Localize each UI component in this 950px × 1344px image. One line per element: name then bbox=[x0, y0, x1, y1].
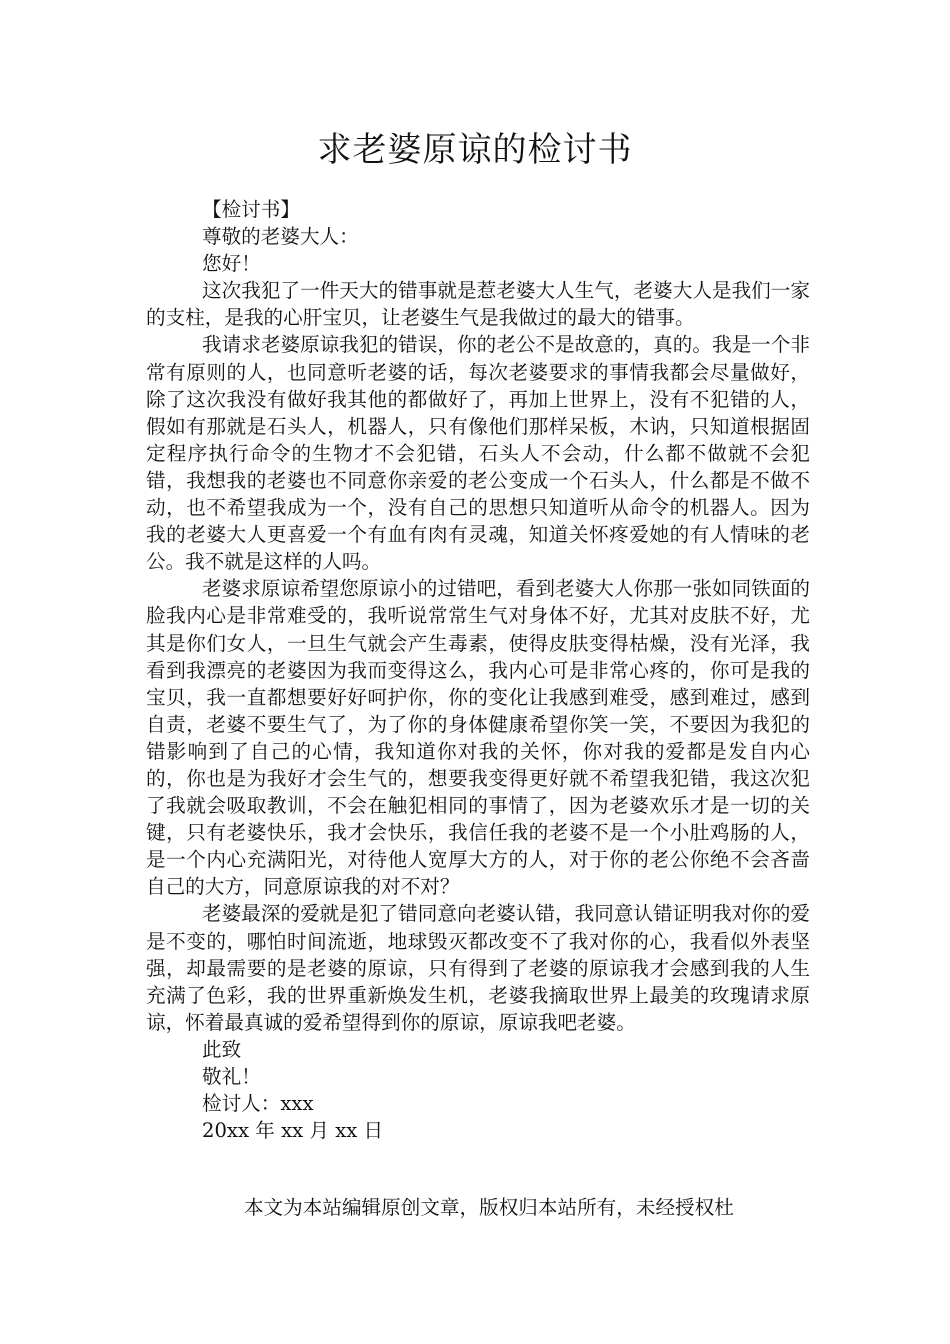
paragraph-1: 这次我犯了一件天大的错事就是惹老婆大人生气，老婆大人是我们一家的支柱，是我的心肝宝贝，让老婆生气是我做过的最大的错事。 bbox=[146, 279, 810, 330]
paragraph-3: 老婆求原谅希望您原谅小的过错吧，看到老婆大人你那一张如同铁面的脸我内心是非常难受的，我听说常常生气对身体不好，尤其对皮肤不好，尤其是你们女人，一旦生气就会产生毒素，使得皮肤变得枯燥，没有光泽，我看到我漂亮的老婆因为我而变得这么，我内心可是非常心疼的，你可是我的宝贝，我一直都想要好好呵护你，你的变化让我感到难受，感到难过，感到自责，老婆不要生气了，为了你的身体健康希望你笑一笑，不要因为我犯的错影响到了自己的心情，我知道你对我的关怀，你对我的爱都是发自内心的，你也是为我好才会生气的，想要我变得更好就不希望我犯错，我这次犯了我就会吸取教训，不会在触犯相同的事情了，因为老婆欢乐才是一切的关键，只有老婆快乐，我才会快乐，我信任我的老婆不是一个小肚鸡肠的人，是一个内心充满阳光，对待他人宽厚大方的人，对于你的老公你绝不会吝啬自己的大方，同意原谅我的对不对？ bbox=[146, 577, 810, 899]
closing-line-1: 此致 bbox=[202, 1037, 242, 1061]
paragraph-2: 我请求老婆原谅我犯的错误，你的老公不是故意的，真的。我是一个非常有原则的人，也同意听老婆的话，每次老婆要求的事情我都会尽量做好，除了这次我没有做好我其他的都做好了，再加上世界上，没有不犯错的人，假如有那就是石头人，机器人，只有像他们那样呆板，木讷，只知道根据固定程序执行命令的生物才不会犯错，石头人不会动，什么都不做就不会犯错，我想我的老婆也不同意你亲爱的老公变成一个石头人，什么都是不做不动，也不希望我成为一个，没有自己的思想只知道听从命令的机器人。因为我的老婆大人更喜爱一个有血有肉有灵魂，知道关怀疼爱她的有人情味的老公。我不就是这样的人吗。 bbox=[146, 333, 810, 574]
closing-line-2: 敬礼！ bbox=[202, 1065, 261, 1088]
salutation: 尊敬的老婆大人： bbox=[202, 225, 359, 249]
date: 20xx 年 xx 月 xx 日 bbox=[202, 1119, 384, 1143]
signature: 检讨人：xxx bbox=[202, 1092, 314, 1116]
document-label: 【检讨书】 bbox=[202, 198, 300, 221]
copyright-note: 本文为本站编辑原创文章，版权归本站所有，未经授权杜 bbox=[244, 1196, 734, 1219]
document-body bbox=[146, 196, 810, 1144]
greeting: 您好！ bbox=[202, 252, 261, 276]
document-title: 求老婆原谅的检讨书 bbox=[317, 130, 633, 170]
paragraph-4: 老婆最深的爱就是犯了错同意向老婆认错，我同意认错证明我对你的爱是不变的，哪怕时间流逝，地球毁灭都改变不了我对你的心，我看似外表坚强，却最需要的是老婆的原谅，只有得到了老婆的原谅我才会感到我的人生充满了色彩，我的世界重新焕发生机，老婆我摘取世界上最美的玫瑰请求原谅，怀着最真诚的爱希望得到你的原谅，原谅我吧老婆。 bbox=[146, 902, 810, 1034]
